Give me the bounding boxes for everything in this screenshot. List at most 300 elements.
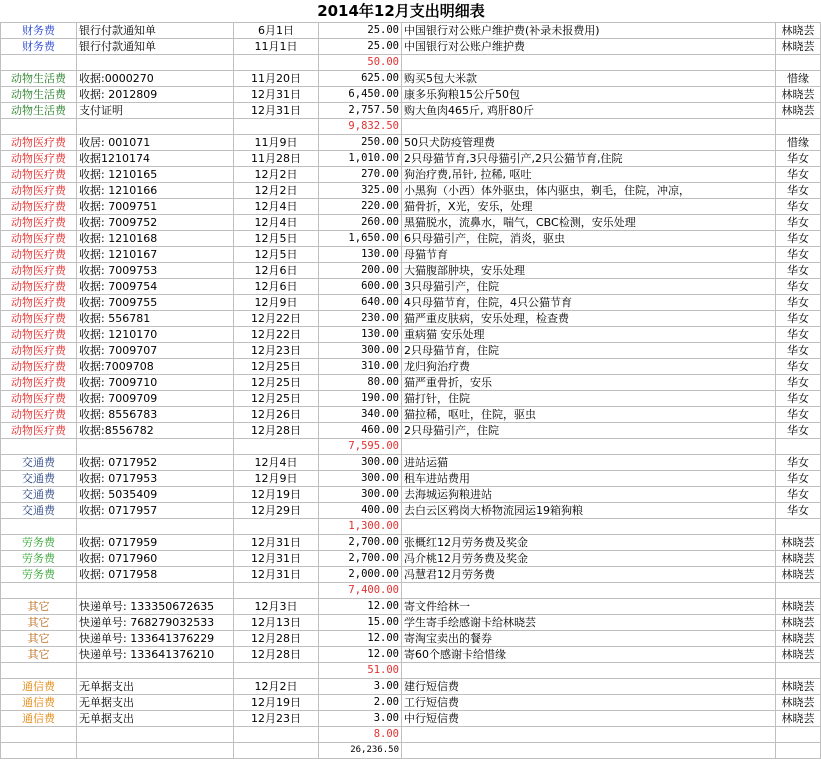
handler-cell[interactable] xyxy=(776,55,821,71)
handler-cell[interactable]: 华女 xyxy=(776,295,821,311)
handler-cell[interactable]: 华女 xyxy=(776,199,821,215)
handler-cell[interactable]: 华女 xyxy=(776,407,821,423)
category-cell[interactable]: 其它 xyxy=(1,647,77,663)
category-cell[interactable]: 劳务费 xyxy=(1,535,77,551)
description-cell[interactable]: 猫骨折，X光，安乐，处理 xyxy=(402,199,776,215)
document-cell[interactable]: 收据: 8556783 xyxy=(77,407,234,423)
amount-cell[interactable]: 310.00 xyxy=(319,359,402,375)
category-cell[interactable]: 动物医疗费 xyxy=(1,407,77,423)
date-cell[interactable]: 12月13日 xyxy=(234,615,319,631)
table-row xyxy=(1,551,821,567)
description-cell[interactable] xyxy=(402,727,776,743)
document-cell[interactable]: 收据: 1210170 xyxy=(77,327,234,343)
category-cell[interactable] xyxy=(1,663,77,679)
category-cell[interactable]: 动物医疗费 xyxy=(1,135,77,151)
handler-cell[interactable]: 惜缘 xyxy=(776,71,821,87)
description-cell[interactable]: 中行短信费 xyxy=(402,711,776,727)
total-row xyxy=(1,743,821,759)
category-cell[interactable]: 动物医疗费 xyxy=(1,359,77,375)
description-cell[interactable]: 寄60个感谢卡给惜缘 xyxy=(402,647,776,663)
document-cell[interactable]: 无单据支出 xyxy=(77,679,234,695)
handler-cell[interactable]: 华女 xyxy=(776,279,821,295)
date-cell[interactable] xyxy=(234,743,319,759)
category-cell[interactable]: 交通费 xyxy=(1,503,77,519)
amount-cell[interactable]: 26,236.50 xyxy=(319,743,402,759)
description-cell[interactable]: 猫打针，住院 xyxy=(402,391,776,407)
date-cell[interactable]: 12月3日 xyxy=(234,599,319,615)
category-cell[interactable]: 其它 xyxy=(1,599,77,615)
amount-cell[interactable]: 15.00 xyxy=(319,615,402,631)
date-cell[interactable] xyxy=(234,519,319,535)
date-cell[interactable] xyxy=(234,583,319,599)
table-row xyxy=(1,199,821,215)
table-row xyxy=(1,455,821,471)
handler-cell[interactable]: 华女 xyxy=(776,343,821,359)
category-cell[interactable] xyxy=(1,55,77,71)
handler-cell[interactable]: 华女 xyxy=(776,455,821,471)
handler-cell[interactable]: 华女 xyxy=(776,183,821,199)
date-cell[interactable] xyxy=(234,439,319,455)
date-cell[interactable]: 12月25日 xyxy=(234,359,319,375)
date-cell[interactable]: 12月6日 xyxy=(234,279,319,295)
description-cell[interactable] xyxy=(402,519,776,535)
amount-cell[interactable]: 200.00 xyxy=(319,263,402,279)
category-cell[interactable]: 通信费 xyxy=(1,679,77,695)
date-cell[interactable]: 12月9日 xyxy=(234,471,319,487)
category-cell[interactable]: 动物医疗费 xyxy=(1,423,77,439)
description-cell[interactable]: 中国银行对公账户维护费(补录未报费用) xyxy=(402,23,776,39)
document-cell[interactable]: 快递单号: 768279032533 xyxy=(77,615,234,631)
date-cell[interactable]: 12月19日 xyxy=(234,695,319,711)
description-cell[interactable] xyxy=(402,743,776,759)
date-cell[interactable]: 6月1日 xyxy=(234,23,319,39)
amount-cell[interactable]: 2,000.00 xyxy=(319,567,402,583)
amount-cell[interactable]: 7,400.00 xyxy=(319,583,402,599)
table-row xyxy=(1,535,821,551)
amount-cell[interactable]: 130.00 xyxy=(319,247,402,263)
date-cell[interactable]: 12月28日 xyxy=(234,647,319,663)
category-cell[interactable] xyxy=(1,743,77,759)
handler-cell[interactable]: 华女 xyxy=(776,503,821,519)
document-cell[interactable]: 收据: 7009755 xyxy=(77,295,234,311)
date-cell[interactable]: 12月31日 xyxy=(234,87,319,103)
description-cell[interactable]: 张概红12月劳务费及奖金 xyxy=(402,535,776,551)
category-cell[interactable]: 动物医疗费 xyxy=(1,167,77,183)
amount-cell[interactable]: 270.00 xyxy=(319,167,402,183)
description-cell[interactable]: 母猫节育 xyxy=(402,247,776,263)
table-row xyxy=(1,135,821,151)
document-cell[interactable] xyxy=(77,727,234,743)
expense-table-body xyxy=(1,23,821,759)
document-cell[interactable] xyxy=(77,55,234,71)
table-row xyxy=(1,599,821,615)
document-cell[interactable]: 收据1210174 xyxy=(77,151,234,167)
handler-cell[interactable]: 林晓芸 xyxy=(776,39,821,55)
handler-cell[interactable]: 华女 xyxy=(776,167,821,183)
date-cell[interactable]: 12月31日 xyxy=(234,103,319,119)
description-cell[interactable]: 购买5包大米款 xyxy=(402,71,776,87)
amount-cell[interactable]: 250.00 xyxy=(319,135,402,151)
handler-cell[interactable]: 华女 xyxy=(776,231,821,247)
date-cell[interactable]: 12月22日 xyxy=(234,311,319,327)
date-cell[interactable] xyxy=(234,663,319,679)
category-cell[interactable]: 劳务费 xyxy=(1,551,77,567)
table-row xyxy=(1,359,821,375)
document-cell[interactable]: 收据: 2012809 xyxy=(77,87,234,103)
category-cell[interactable]: 通信费 xyxy=(1,695,77,711)
document-cell[interactable]: 收据: 7009754 xyxy=(77,279,234,295)
amount-cell[interactable]: 12.00 xyxy=(319,631,402,647)
date-cell[interactable]: 11月28日 xyxy=(234,151,319,167)
amount-cell[interactable]: 51.00 xyxy=(319,663,402,679)
document-cell[interactable]: 收据: 556781 xyxy=(77,311,234,327)
table-row xyxy=(1,71,821,87)
document-cell[interactable]: 收据:8556782 xyxy=(77,423,234,439)
description-cell[interactable] xyxy=(402,439,776,455)
document-cell[interactable]: 收据: 1210165 xyxy=(77,167,234,183)
amount-cell[interactable]: 12.00 xyxy=(319,599,402,615)
amount-cell[interactable]: 3.00 xyxy=(319,711,402,727)
description-cell[interactable]: 寄文件给林一 xyxy=(402,599,776,615)
table-row xyxy=(1,391,821,407)
description-cell[interactable]: 猫严重皮肤病，安乐处理，检查费 xyxy=(402,311,776,327)
amount-cell[interactable]: 340.00 xyxy=(319,407,402,423)
handler-cell[interactable]: 华女 xyxy=(776,247,821,263)
description-cell[interactable]: 狗治疗费,吊针, 拉稀, 呕吐 xyxy=(402,167,776,183)
document-cell[interactable]: 收据: 0717958 xyxy=(77,567,234,583)
table-row xyxy=(1,167,821,183)
table-row xyxy=(1,23,821,39)
handler-cell[interactable]: 林晓芸 xyxy=(776,711,821,727)
description-cell[interactable]: 龙归狗治疗费 xyxy=(402,359,776,375)
amount-cell[interactable]: 1,300.00 xyxy=(319,519,402,535)
amount-cell[interactable]: 1,650.00 xyxy=(319,231,402,247)
document-cell[interactable] xyxy=(77,439,234,455)
category-cell[interactable]: 动物医疗费 xyxy=(1,263,77,279)
date-cell[interactable]: 12月26日 xyxy=(234,407,319,423)
category-cell[interactable]: 动物医疗费 xyxy=(1,375,77,391)
date-cell[interactable] xyxy=(234,727,319,743)
handler-cell[interactable]: 华女 xyxy=(776,327,821,343)
handler-cell[interactable] xyxy=(776,583,821,599)
amount-cell[interactable]: 130.00 xyxy=(319,327,402,343)
amount-cell[interactable]: 400.00 xyxy=(319,503,402,519)
category-cell[interactable]: 劳务费 xyxy=(1,567,77,583)
date-cell[interactable]: 12月25日 xyxy=(234,375,319,391)
date-cell[interactable]: 12月9日 xyxy=(234,295,319,311)
handler-cell[interactable]: 华女 xyxy=(776,263,821,279)
handler-cell[interactable] xyxy=(776,519,821,535)
category-cell[interactable] xyxy=(1,439,77,455)
document-cell[interactable]: 收据: 1210167 xyxy=(77,247,234,263)
description-cell[interactable]: 去白云区鸦岗大桥物流园运19箱狗粮 xyxy=(402,503,776,519)
subtotal-row xyxy=(1,439,821,455)
description-cell[interactable]: 4只母猫节育，住院，4只公猫节育 xyxy=(402,295,776,311)
amount-cell[interactable]: 220.00 xyxy=(319,199,402,215)
date-cell[interactable]: 12月2日 xyxy=(234,679,319,695)
handler-cell[interactable]: 林晓芸 xyxy=(776,535,821,551)
document-cell[interactable]: 收据: 7009709 xyxy=(77,391,234,407)
description-cell[interactable]: 中国银行对公账户维护费 xyxy=(402,39,776,55)
description-cell[interactable]: 6只母猫引产，住院，消炎，驱虫 xyxy=(402,231,776,247)
date-cell[interactable]: 12月31日 xyxy=(234,551,319,567)
handler-cell[interactable]: 林晓芸 xyxy=(776,551,821,567)
category-cell[interactable]: 动物生活费 xyxy=(1,71,77,87)
amount-cell[interactable]: 600.00 xyxy=(319,279,402,295)
description-cell[interactable]: 大猫腹部肿块，安乐处理 xyxy=(402,263,776,279)
category-cell[interactable] xyxy=(1,519,77,535)
amount-cell[interactable]: 300.00 xyxy=(319,343,402,359)
description-cell[interactable]: 租车进站费用 xyxy=(402,471,776,487)
category-cell[interactable]: 动物医疗费 xyxy=(1,343,77,359)
amount-cell[interactable]: 300.00 xyxy=(319,455,402,471)
handler-cell[interactable] xyxy=(776,743,821,759)
description-cell[interactable]: 工行短信费 xyxy=(402,695,776,711)
category-cell[interactable]: 交通费 xyxy=(1,455,77,471)
handler-cell[interactable] xyxy=(776,439,821,455)
handler-cell[interactable] xyxy=(776,119,821,135)
description-cell[interactable] xyxy=(402,119,776,135)
document-cell[interactable]: 无单据支出 xyxy=(77,711,234,727)
description-cell[interactable]: 猫拉稀，呕吐，住院，驱虫 xyxy=(402,407,776,423)
amount-cell[interactable]: 2,757.50 xyxy=(319,103,402,119)
description-cell[interactable]: 小黑狗（小西）体外驱虫，体内驱虫，剃毛，住院，冲凉， xyxy=(402,183,776,199)
handler-cell[interactable]: 林晓芸 xyxy=(776,599,821,615)
category-cell[interactable]: 交通费 xyxy=(1,487,77,503)
description-cell[interactable]: 进站运猫 xyxy=(402,455,776,471)
document-cell[interactable]: 收据: 0717957 xyxy=(77,503,234,519)
category-cell[interactable]: 交通费 xyxy=(1,471,77,487)
date-cell[interactable]: 12月31日 xyxy=(234,535,319,551)
handler-cell[interactable]: 林晓芸 xyxy=(776,567,821,583)
document-cell[interactable]: 收据: 0717952 xyxy=(77,455,234,471)
category-cell[interactable]: 动物生活费 xyxy=(1,103,77,119)
date-cell[interactable] xyxy=(234,119,319,135)
handler-cell[interactable]: 华女 xyxy=(776,215,821,231)
document-cell[interactable]: 银行付款通知单 xyxy=(77,39,234,55)
handler-cell[interactable]: 华女 xyxy=(776,375,821,391)
handler-cell[interactable]: 华女 xyxy=(776,311,821,327)
handler-cell[interactable]: 林晓芸 xyxy=(776,631,821,647)
category-cell[interactable]: 财务费 xyxy=(1,23,77,39)
category-cell[interactable] xyxy=(1,727,77,743)
category-cell[interactable]: 动物医疗费 xyxy=(1,295,77,311)
document-cell[interactable]: 收据: 1210166 xyxy=(77,183,234,199)
handler-cell[interactable]: 林晓芸 xyxy=(776,647,821,663)
handler-cell[interactable]: 华女 xyxy=(776,423,821,439)
description-cell[interactable]: 冯介桃12月劳务费及奖金 xyxy=(402,551,776,567)
amount-cell[interactable]: 190.00 xyxy=(319,391,402,407)
date-cell[interactable]: 12月4日 xyxy=(234,215,319,231)
amount-cell[interactable]: 6,450.00 xyxy=(319,87,402,103)
category-cell[interactable]: 通信费 xyxy=(1,711,77,727)
handler-cell[interactable]: 林晓芸 xyxy=(776,87,821,103)
description-cell[interactable] xyxy=(402,583,776,599)
handler-cell[interactable]: 华女 xyxy=(776,359,821,375)
description-cell[interactable]: 重病猫 安乐处理 xyxy=(402,327,776,343)
description-cell[interactable] xyxy=(402,663,776,679)
amount-cell[interactable]: 2.00 xyxy=(319,695,402,711)
date-cell[interactable]: 12月6日 xyxy=(234,263,319,279)
handler-cell[interactable]: 华女 xyxy=(776,151,821,167)
document-cell[interactable]: 银行付款通知单 xyxy=(77,23,234,39)
sheet-title: 2014年12月支出明细表 xyxy=(317,2,485,20)
amount-cell[interactable]: 9,832.50 xyxy=(319,119,402,135)
document-cell[interactable]: 收据: 7009710 xyxy=(77,375,234,391)
amount-cell[interactable]: 640.00 xyxy=(319,295,402,311)
description-cell[interactable]: 猫严重骨折，安乐 xyxy=(402,375,776,391)
description-cell[interactable]: 冯慧君12月劳务费 xyxy=(402,567,776,583)
table-row xyxy=(1,615,821,631)
table-row xyxy=(1,631,821,647)
amount-cell[interactable]: 25.00 xyxy=(319,23,402,39)
date-cell[interactable]: 12月23日 xyxy=(234,711,319,727)
category-cell[interactable]: 其它 xyxy=(1,631,77,647)
date-cell[interactable]: 12月5日 xyxy=(234,231,319,247)
handler-cell[interactable]: 惜缘 xyxy=(776,135,821,151)
category-cell[interactable]: 动物医疗费 xyxy=(1,311,77,327)
category-cell[interactable]: 动物医疗费 xyxy=(1,247,77,263)
document-cell[interactable]: 收据: 5035409 xyxy=(77,487,234,503)
date-cell[interactable]: 12月29日 xyxy=(234,503,319,519)
description-cell[interactable]: 寄淘宝卖出的餐券 xyxy=(402,631,776,647)
amount-cell[interactable]: 300.00 xyxy=(319,471,402,487)
description-cell[interactable]: 去海城运狗粮进站 xyxy=(402,487,776,503)
amount-cell[interactable]: 230.00 xyxy=(319,311,402,327)
document-cell[interactable]: 快递单号: 133641376210 xyxy=(77,647,234,663)
amount-cell[interactable]: 625.00 xyxy=(319,71,402,87)
description-cell[interactable]: 学生寄手绘感谢卡给林晓芸 xyxy=(402,615,776,631)
category-cell[interactable]: 动物医疗费 xyxy=(1,199,77,215)
table-row xyxy=(1,151,821,167)
description-cell[interactable]: 2只母猫节育，住院 xyxy=(402,343,776,359)
amount-cell[interactable]: 50.00 xyxy=(319,55,402,71)
document-cell[interactable]: 收据: 0717959 xyxy=(77,535,234,551)
document-cell[interactable]: 收据: 7009752 xyxy=(77,215,234,231)
amount-cell[interactable]: 80.00 xyxy=(319,375,402,391)
date-cell[interactable]: 12月4日 xyxy=(234,455,319,471)
table-row xyxy=(1,679,821,695)
date-cell[interactable]: 11月9日 xyxy=(234,135,319,151)
amount-cell[interactable]: 8.00 xyxy=(319,727,402,743)
document-cell[interactable] xyxy=(77,119,234,135)
description-cell[interactable]: 建行短信费 xyxy=(402,679,776,695)
amount-cell[interactable]: 2,700.00 xyxy=(319,551,402,567)
date-cell[interactable]: 12月28日 xyxy=(234,631,319,647)
document-cell[interactable]: 收据:0000270 xyxy=(77,71,234,87)
category-cell[interactable]: 动物医疗费 xyxy=(1,327,77,343)
category-cell[interactable] xyxy=(1,583,77,599)
handler-cell[interactable]: 林晓芸 xyxy=(776,679,821,695)
description-cell[interactable]: 2只母猫节育,3只母猫引产,2只公猫节育,住院 xyxy=(402,151,776,167)
date-cell[interactable]: 12月22日 xyxy=(234,327,319,343)
date-cell[interactable]: 12月28日 xyxy=(234,423,319,439)
table-row xyxy=(1,231,821,247)
description-cell[interactable]: 3只母猫引产，住院 xyxy=(402,279,776,295)
amount-cell[interactable]: 460.00 xyxy=(319,423,402,439)
document-cell[interactable] xyxy=(77,663,234,679)
category-cell[interactable] xyxy=(1,119,77,135)
document-cell[interactable]: 收据: 0717953 xyxy=(77,471,234,487)
category-cell[interactable]: 动物医疗费 xyxy=(1,279,77,295)
date-cell[interactable]: 12月2日 xyxy=(234,167,319,183)
date-cell[interactable]: 12月4日 xyxy=(234,199,319,215)
document-cell[interactable]: 快递单号: 133350672635 xyxy=(77,599,234,615)
amount-cell[interactable]: 260.00 xyxy=(319,215,402,231)
date-cell[interactable]: 11月20日 xyxy=(234,71,319,87)
handler-cell[interactable]: 林晓芸 xyxy=(776,695,821,711)
description-cell[interactable]: 2只母猫引产，住院 xyxy=(402,423,776,439)
amount-cell[interactable]: 7,595.00 xyxy=(319,439,402,455)
category-cell[interactable]: 其它 xyxy=(1,615,77,631)
category-cell[interactable]: 动物医疗费 xyxy=(1,215,77,231)
document-cell[interactable] xyxy=(77,583,234,599)
date-cell[interactable]: 12月31日 xyxy=(234,567,319,583)
category-cell[interactable]: 动物医疗费 xyxy=(1,151,77,167)
date-cell[interactable]: 11月1日 xyxy=(234,39,319,55)
document-cell[interactable]: 收居: 001071 xyxy=(77,135,234,151)
document-cell[interactable]: 收据: 7009707 xyxy=(77,343,234,359)
category-cell[interactable]: 动物生活费 xyxy=(1,87,77,103)
amount-cell[interactable]: 2,700.00 xyxy=(319,535,402,551)
document-cell[interactable]: 收据:7009708 xyxy=(77,359,234,375)
amount-cell[interactable]: 12.00 xyxy=(319,647,402,663)
handler-cell[interactable]: 华女 xyxy=(776,487,821,503)
handler-cell[interactable]: 华女 xyxy=(776,471,821,487)
document-cell[interactable]: 收据: 7009751 xyxy=(77,199,234,215)
description-cell[interactable]: 黑猫脱水，流鼻水，喘气，CBC检测，安乐处理 xyxy=(402,215,776,231)
document-cell[interactable] xyxy=(77,519,234,535)
amount-cell[interactable]: 300.00 xyxy=(319,487,402,503)
date-cell[interactable]: 12月25日 xyxy=(234,391,319,407)
document-cell[interactable]: 收据: 7009753 xyxy=(77,263,234,279)
description-cell[interactable] xyxy=(402,55,776,71)
date-cell[interactable] xyxy=(234,55,319,71)
amount-cell[interactable]: 325.00 xyxy=(319,183,402,199)
table-row xyxy=(1,279,821,295)
category-cell[interactable]: 动物医疗费 xyxy=(1,231,77,247)
category-cell[interactable]: 财务费 xyxy=(1,39,77,55)
document-cell[interactable]: 无单据支出 xyxy=(77,695,234,711)
description-cell[interactable]: 购大鱼肉465斤, 鸡肝80斤 xyxy=(402,103,776,119)
document-cell[interactable]: 收据: 1210168 xyxy=(77,231,234,247)
amount-cell[interactable]: 1,010.00 xyxy=(319,151,402,167)
document-cell[interactable]: 支付证明 xyxy=(77,103,234,119)
table-row xyxy=(1,695,821,711)
date-cell[interactable]: 12月5日 xyxy=(234,247,319,263)
handler-cell[interactable]: 华女 xyxy=(776,391,821,407)
table-row xyxy=(1,263,821,279)
subtotal-row xyxy=(1,583,821,599)
document-cell[interactable]: 收据: 0717960 xyxy=(77,551,234,567)
description-cell[interactable]: 康多乐狗粮15公斤50包 xyxy=(402,87,776,103)
handler-cell[interactable]: 林晓芸 xyxy=(776,23,821,39)
amount-cell[interactable]: 3.00 xyxy=(319,679,402,695)
date-cell[interactable]: 12月19日 xyxy=(234,487,319,503)
amount-cell[interactable]: 25.00 xyxy=(319,39,402,55)
category-cell[interactable]: 动物医疗费 xyxy=(1,183,77,199)
handler-cell[interactable]: 林晓芸 xyxy=(776,103,821,119)
date-cell[interactable]: 12月2日 xyxy=(234,183,319,199)
handler-cell[interactable]: 林晓芸 xyxy=(776,615,821,631)
handler-cell[interactable] xyxy=(776,663,821,679)
date-cell[interactable]: 12月23日 xyxy=(234,343,319,359)
category-cell[interactable]: 动物医疗费 xyxy=(1,391,77,407)
document-cell[interactable] xyxy=(77,743,234,759)
document-cell[interactable]: 快递单号: 133641376229 xyxy=(77,631,234,647)
description-cell[interactable]: 50只犬防疫管理费 xyxy=(402,135,776,151)
handler-cell[interactable] xyxy=(776,727,821,743)
